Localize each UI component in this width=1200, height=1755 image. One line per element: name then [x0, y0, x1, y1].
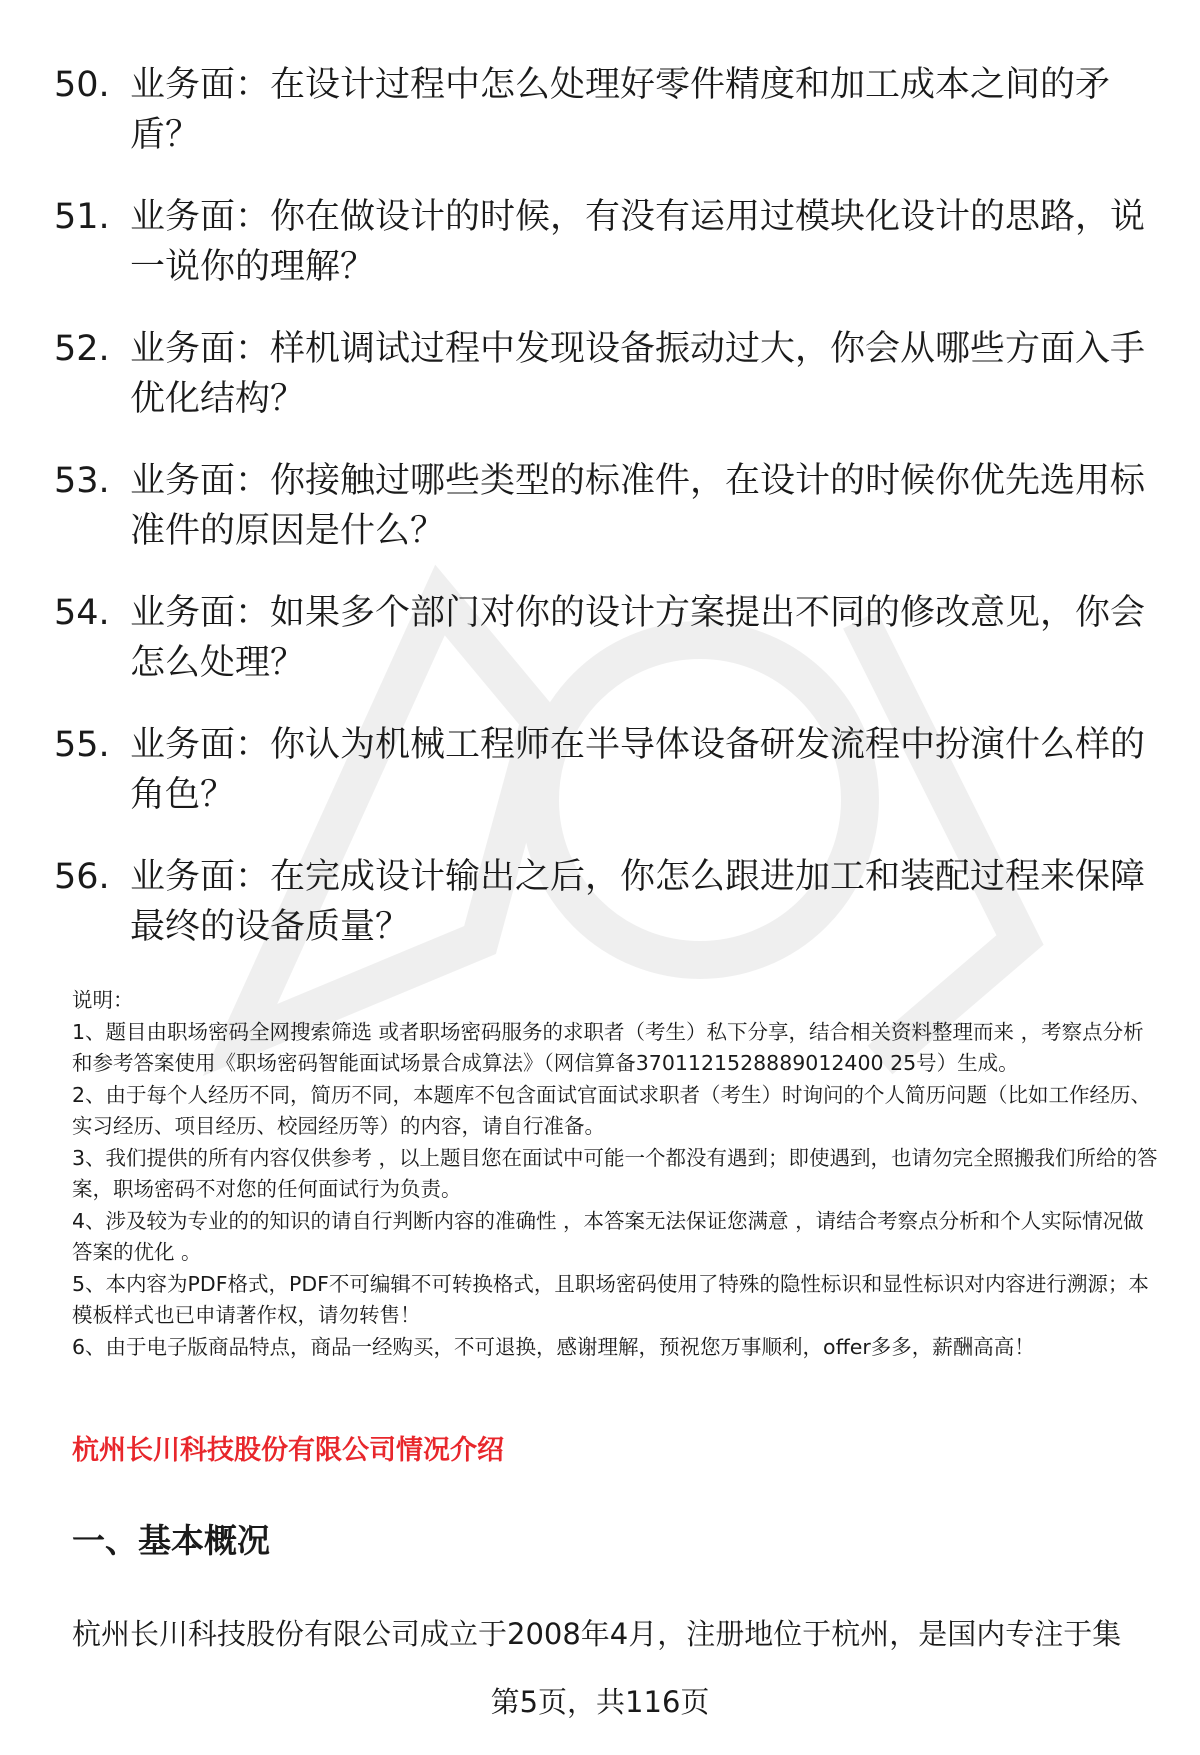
- question-item: [54, 456, 1154, 556]
- question-item: [54, 588, 1154, 688]
- question-number: 54.: [54, 593, 110, 633]
- question-number: 51.: [54, 197, 110, 237]
- page-footer: 第5页，共116页: [490, 1685, 710, 1719]
- intro-paragraph: 杭州长川科技股份有限公司成立于2008年4月，注册地位于杭州，是国内专注于集: [72, 1617, 1122, 1651]
- question-text: 业务面：你接触过哪些类型的标准件，在设计的时候你优先选用标准件的原因是什么？: [130, 461, 1146, 551]
- note-item: 1、题目由职场密码全网搜索筛选 或者职场密码服务的求职者（考生）私下分享，结合相关资料整理而来 ，考察点分析和参考答案使用《职场密码智能面试场景合成算法》（网信算备3701121528889012400 25号）生成。: [72, 1019, 1144, 1075]
- question-number: 52.: [54, 329, 110, 369]
- question-item: [54, 324, 1154, 424]
- company-title: 杭州长川科技股份有限公司情况介绍: [72, 1435, 504, 1466]
- question-text: 业务面：你认为机械工程师在半导体设备研发流程中扮演什么样的角色？: [130, 725, 1146, 815]
- note-item: 5、本内容为PDF格式，PDF不可编辑不可转换格式，且职场密码使用了特殊的隐性标识和显性标识对内容进行溯源；本模板样式也已申请著作权，请勿转售！: [72, 1271, 1149, 1327]
- section-heading: 一、基本概况: [72, 1521, 270, 1560]
- notes-section: [72, 985, 1162, 1363]
- note-item: 2、由于每个人经历不同，简历不同，本题库不包含面试官面试求职者（考生）时询问的个人简历问题（比如工作经历、实习经历、项目经历、校园经历等）的内容，请自行准备。: [72, 1082, 1152, 1138]
- note-item: 6、由于电子版商品特点，商品一经购买，不可退换，感谢理解，预祝您万事顺利，offer多多，薪酬高高！: [72, 1334, 1035, 1359]
- question-number: 55.: [54, 725, 110, 765]
- notes-heading: 说明：: [72, 988, 134, 1012]
- question-item: [54, 720, 1154, 820]
- question-list: [54, 60, 1154, 984]
- question-item: [54, 60, 1154, 160]
- question-text: 业务面：如果多个部门对你的设计方案提出不同的修改意见，你会怎么处理？: [130, 593, 1146, 683]
- question-text: 业务面：样机调试过程中发现设备振动过大，你会从哪些方面入手优化结构？: [130, 329, 1146, 419]
- question-text: 业务面：你在做设计的时候，有没有运用过模块化设计的思路，说一说你的理解？: [130, 197, 1146, 287]
- question-item: [54, 192, 1154, 292]
- question-text: 业务面：在设计过程中怎么处理好零件精度和加工成本之间的矛盾？: [130, 65, 1111, 155]
- note-item: 4、涉及较为专业的的知识的请自行判断内容的准确性 ，本答案无法保证您满意 ，请结合考察点分析和个人实际情况做答案的优化 。: [72, 1208, 1144, 1264]
- question-item: [54, 852, 1154, 952]
- question-number: 53.: [54, 461, 110, 501]
- note-item: 3、我们提供的所有内容仅供参考 ，以上题目您在面试中可能一个都没有遇到；即使遇到，也请勿完全照搬我们所给的答案，职场密码不对您的任何面试行为负责。: [72, 1145, 1158, 1201]
- question-number: 50.: [54, 65, 110, 105]
- question-number: 56.: [54, 857, 110, 897]
- question-text: 业务面：在完成设计输出之后，你怎么跟进加工和装配过程来保障最终的设备质量？: [130, 857, 1146, 947]
